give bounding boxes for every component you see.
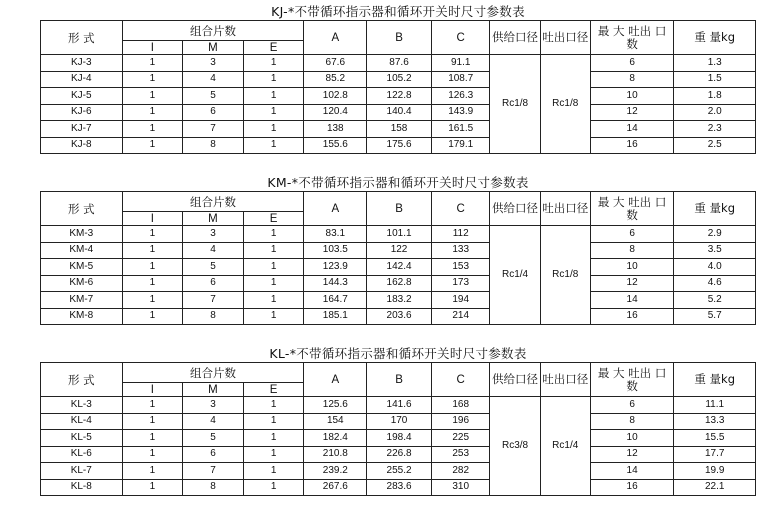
cell-i: 1	[122, 226, 183, 243]
cell-e: 1	[243, 430, 304, 447]
table-row	[41, 226, 756, 243]
header-a: A	[304, 192, 367, 226]
cell-weight: 1.8	[674, 88, 756, 105]
cell-i: 1	[122, 88, 183, 105]
table-row	[41, 137, 756, 154]
cell-m: 6	[183, 104, 244, 121]
cell-a: 103.5	[304, 242, 367, 259]
cell-type: KM-4	[41, 242, 123, 259]
table-row	[41, 121, 756, 138]
header-max-outlets: 最 大 吐出 口 数	[590, 363, 674, 397]
cell-type: KJ-7	[41, 121, 123, 138]
cell-m: 7	[183, 292, 244, 309]
kl-section	[40, 345, 756, 496]
cell-a: 85.2	[304, 71, 367, 88]
cell-m: 6	[183, 275, 244, 292]
cell-b: 198.4	[367, 430, 432, 447]
cell-b: 101.1	[367, 226, 432, 243]
cell-max-outlets: 6	[590, 55, 674, 72]
table-row	[41, 71, 756, 88]
cell-type: KM-7	[41, 292, 123, 309]
cell-max-outlets: 10	[590, 259, 674, 276]
header-max-outlets: 最 大 吐出 口 数	[590, 21, 674, 55]
table-title: KJ-*不带循环指示器和循环开关时尺寸参数表	[271, 4, 525, 19]
header-e: E	[243, 383, 304, 397]
cell-i: 1	[122, 121, 183, 138]
cell-i: 1	[122, 242, 183, 259]
cell-i: 1	[122, 446, 183, 463]
cell-e: 1	[243, 463, 304, 480]
cell-e: 1	[243, 446, 304, 463]
cell-a: 154	[304, 413, 367, 430]
cell-type: KM-6	[41, 275, 123, 292]
cell-i: 1	[122, 292, 183, 309]
cell-i: 1	[122, 104, 183, 121]
table-title: KL-*不带循环指示器和循环开关时尺寸参数表	[269, 346, 527, 361]
table-row	[41, 463, 756, 480]
cell-c: 133	[431, 242, 490, 259]
header-c: C	[431, 363, 490, 397]
cell-outlet-port: Rc1/8	[540, 55, 590, 154]
cell-type: KL-4	[41, 413, 123, 430]
cell-weight: 13.3	[674, 413, 756, 430]
cell-type: KM-5	[41, 259, 123, 276]
cell-e: 1	[243, 308, 304, 325]
header-group-count: 组合片数	[122, 363, 304, 383]
cell-weight: 5.7	[674, 308, 756, 325]
cell-e: 1	[243, 88, 304, 105]
cell-a: 210.8	[304, 446, 367, 463]
cell-weight: 4.0	[674, 259, 756, 276]
header-i: I	[122, 383, 183, 397]
table-row	[41, 55, 756, 72]
header-i: I	[122, 212, 183, 226]
kj-section	[40, 3, 756, 154]
parameter-table	[40, 362, 756, 496]
cell-i: 1	[122, 275, 183, 292]
header-outlet-port: 吐出口径	[540, 363, 590, 397]
cell-i: 1	[122, 71, 183, 88]
cell-c: 143.9	[431, 104, 490, 121]
cell-supply-port: Rc1/4	[490, 226, 540, 325]
header-type: 形 式	[41, 363, 123, 397]
cell-e: 1	[243, 275, 304, 292]
table-row	[41, 242, 756, 259]
cell-weight: 1.5	[674, 71, 756, 88]
cell-c: 196	[431, 413, 490, 430]
parameter-table	[40, 191, 756, 325]
cell-weight: 2.5	[674, 137, 756, 154]
cell-c: 168	[431, 397, 490, 414]
header-outlet-port: 吐出口径	[540, 192, 590, 226]
header-b: B	[367, 192, 432, 226]
table-row	[41, 104, 756, 121]
cell-max-outlets: 14	[590, 121, 674, 138]
cell-c: 194	[431, 292, 490, 309]
header-b: B	[367, 21, 432, 55]
cell-e: 1	[243, 226, 304, 243]
cell-m: 6	[183, 446, 244, 463]
header-m: M	[183, 383, 244, 397]
cell-a: 155.6	[304, 137, 367, 154]
header-row	[41, 192, 756, 212]
cell-type: KJ-6	[41, 104, 123, 121]
cell-c: 91.1	[431, 55, 490, 72]
cell-e: 1	[243, 259, 304, 276]
header-supply-port: 供给口径	[490, 192, 540, 226]
header-weight: 重 量kg	[674, 192, 756, 226]
cell-type: KJ-3	[41, 55, 123, 72]
cell-type: KJ-4	[41, 71, 123, 88]
cell-b: 158	[367, 121, 432, 138]
cell-b: 162.8	[367, 275, 432, 292]
cell-e: 1	[243, 121, 304, 138]
header-group-count: 组合片数	[122, 21, 304, 41]
cell-e: 1	[243, 137, 304, 154]
cell-a: 185.1	[304, 308, 367, 325]
cell-weight: 3.5	[674, 242, 756, 259]
cell-b: 175.6	[367, 137, 432, 154]
cell-type: KL-8	[41, 479, 123, 496]
header-row	[41, 363, 756, 383]
cell-i: 1	[122, 308, 183, 325]
cell-max-outlets: 10	[590, 430, 674, 447]
header-outlet-port: 吐出口径	[540, 21, 590, 55]
cell-m: 8	[183, 308, 244, 325]
table-row	[41, 275, 756, 292]
cell-c: 153	[431, 259, 490, 276]
cell-b: 170	[367, 413, 432, 430]
table-row	[41, 88, 756, 105]
cell-supply-port: Rc3/8	[490, 397, 540, 496]
table-row	[41, 413, 756, 430]
cell-max-outlets: 12	[590, 104, 674, 121]
header-a: A	[304, 21, 367, 55]
header-supply-port: 供给口径	[490, 363, 540, 397]
cell-supply-port: Rc1/8	[490, 55, 540, 154]
cell-e: 1	[243, 104, 304, 121]
cell-e: 1	[243, 479, 304, 496]
cell-i: 1	[122, 137, 183, 154]
header-c: C	[431, 21, 490, 55]
table-row	[41, 259, 756, 276]
cell-e: 1	[243, 242, 304, 259]
cell-max-outlets: 12	[590, 446, 674, 463]
cell-a: 67.6	[304, 55, 367, 72]
cell-max-outlets: 8	[590, 242, 674, 259]
parameter-table	[40, 20, 756, 154]
cell-b: 183.2	[367, 292, 432, 309]
cell-i: 1	[122, 413, 183, 430]
cell-c: 126.3	[431, 88, 490, 105]
header-i: I	[122, 41, 183, 55]
cell-a: 164.7	[304, 292, 367, 309]
cell-a: 182.4	[304, 430, 367, 447]
cell-i: 1	[122, 55, 183, 72]
cell-max-outlets: 6	[590, 226, 674, 243]
table-row	[41, 292, 756, 309]
cell-e: 1	[243, 397, 304, 414]
cell-a: 239.2	[304, 463, 367, 480]
cell-m: 8	[183, 137, 244, 154]
cell-type: KM-8	[41, 308, 123, 325]
cell-weight: 2.0	[674, 104, 756, 121]
cell-max-outlets: 16	[590, 479, 674, 496]
cell-weight: 22.1	[674, 479, 756, 496]
header-supply-port: 供给口径	[490, 21, 540, 55]
cell-weight: 1.3	[674, 55, 756, 72]
cell-a: 102.8	[304, 88, 367, 105]
cell-i: 1	[122, 479, 183, 496]
cell-max-outlets: 14	[590, 463, 674, 480]
cell-m: 7	[183, 121, 244, 138]
cell-c: 253	[431, 446, 490, 463]
cell-c: 161.5	[431, 121, 490, 138]
table-row	[41, 397, 756, 414]
header-row	[41, 21, 756, 41]
cell-m: 5	[183, 88, 244, 105]
cell-b: 141.6	[367, 397, 432, 414]
cell-max-outlets: 16	[590, 137, 674, 154]
cell-type: KL-7	[41, 463, 123, 480]
header-e: E	[243, 212, 304, 226]
header-group-count: 组合片数	[122, 192, 304, 212]
header-type: 形 式	[41, 192, 123, 226]
cell-weight: 2.3	[674, 121, 756, 138]
cell-c: 173	[431, 275, 490, 292]
cell-outlet-port: Rc1/8	[540, 226, 590, 325]
cell-b: 87.6	[367, 55, 432, 72]
cell-e: 1	[243, 71, 304, 88]
cell-weight: 19.9	[674, 463, 756, 480]
cell-m: 3	[183, 55, 244, 72]
cell-type: KJ-8	[41, 137, 123, 154]
header-weight: 重 量kg	[674, 21, 756, 55]
cell-b: 122	[367, 242, 432, 259]
cell-a: 123.9	[304, 259, 367, 276]
cell-i: 1	[122, 259, 183, 276]
cell-type: KL-6	[41, 446, 123, 463]
header-type: 形 式	[41, 21, 123, 55]
cell-i: 1	[122, 463, 183, 480]
cell-m: 4	[183, 413, 244, 430]
header-e: E	[243, 41, 304, 55]
cell-b: 105.2	[367, 71, 432, 88]
cell-c: 112	[431, 226, 490, 243]
cell-max-outlets: 8	[590, 71, 674, 88]
cell-max-outlets: 6	[590, 397, 674, 414]
cell-c: 179.1	[431, 137, 490, 154]
cell-b: 203.6	[367, 308, 432, 325]
cell-b: 283.6	[367, 479, 432, 496]
cell-c: 310	[431, 479, 490, 496]
cell-e: 1	[243, 292, 304, 309]
cell-i: 1	[122, 430, 183, 447]
cell-outlet-port: Rc1/4	[540, 397, 590, 496]
cell-b: 122.8	[367, 88, 432, 105]
header-max-outlets: 最 大 吐出 口 数	[590, 192, 674, 226]
cell-max-outlets: 12	[590, 275, 674, 292]
cell-c: 225	[431, 430, 490, 447]
cell-b: 142.4	[367, 259, 432, 276]
cell-c: 282	[431, 463, 490, 480]
cell-a: 267.6	[304, 479, 367, 496]
cell-weight: 11.1	[674, 397, 756, 414]
cell-max-outlets: 10	[590, 88, 674, 105]
cell-type: KM-3	[41, 226, 123, 243]
cell-c: 108.7	[431, 71, 490, 88]
cell-b: 255.2	[367, 463, 432, 480]
cell-a: 138	[304, 121, 367, 138]
cell-weight: 17.7	[674, 446, 756, 463]
cell-type: KL-5	[41, 430, 123, 447]
cell-b: 140.4	[367, 104, 432, 121]
header-m: M	[183, 41, 244, 55]
cell-type: KL-3	[41, 397, 123, 414]
table-row	[41, 446, 756, 463]
cell-weight: 2.9	[674, 226, 756, 243]
cell-a: 83.1	[304, 226, 367, 243]
header-weight: 重 量kg	[674, 363, 756, 397]
cell-m: 8	[183, 479, 244, 496]
cell-a: 120.4	[304, 104, 367, 121]
cell-i: 1	[122, 397, 183, 414]
header-c: C	[431, 192, 490, 226]
cell-m: 4	[183, 242, 244, 259]
cell-a: 125.6	[304, 397, 367, 414]
cell-m: 3	[183, 397, 244, 414]
cell-m: 5	[183, 430, 244, 447]
header-b: B	[367, 363, 432, 397]
cell-max-outlets: 14	[590, 292, 674, 309]
cell-m: 3	[183, 226, 244, 243]
cell-max-outlets: 16	[590, 308, 674, 325]
cell-m: 5	[183, 259, 244, 276]
cell-max-outlets: 8	[590, 413, 674, 430]
cell-weight: 4.6	[674, 275, 756, 292]
cell-e: 1	[243, 55, 304, 72]
cell-m: 4	[183, 71, 244, 88]
cell-m: 7	[183, 463, 244, 480]
header-a: A	[304, 363, 367, 397]
cell-weight: 15.5	[674, 430, 756, 447]
table-title: KM-*不带循环指示器和循环开关时尺寸参数表	[267, 175, 529, 190]
cell-type: KJ-5	[41, 88, 123, 105]
cell-b: 226.8	[367, 446, 432, 463]
km-section	[40, 174, 756, 325]
table-row	[41, 308, 756, 325]
table-row	[41, 479, 756, 496]
cell-a: 144.3	[304, 275, 367, 292]
cell-c: 214	[431, 308, 490, 325]
table-row	[41, 430, 756, 447]
cell-weight: 5.2	[674, 292, 756, 309]
cell-e: 1	[243, 413, 304, 430]
header-m: M	[183, 212, 244, 226]
